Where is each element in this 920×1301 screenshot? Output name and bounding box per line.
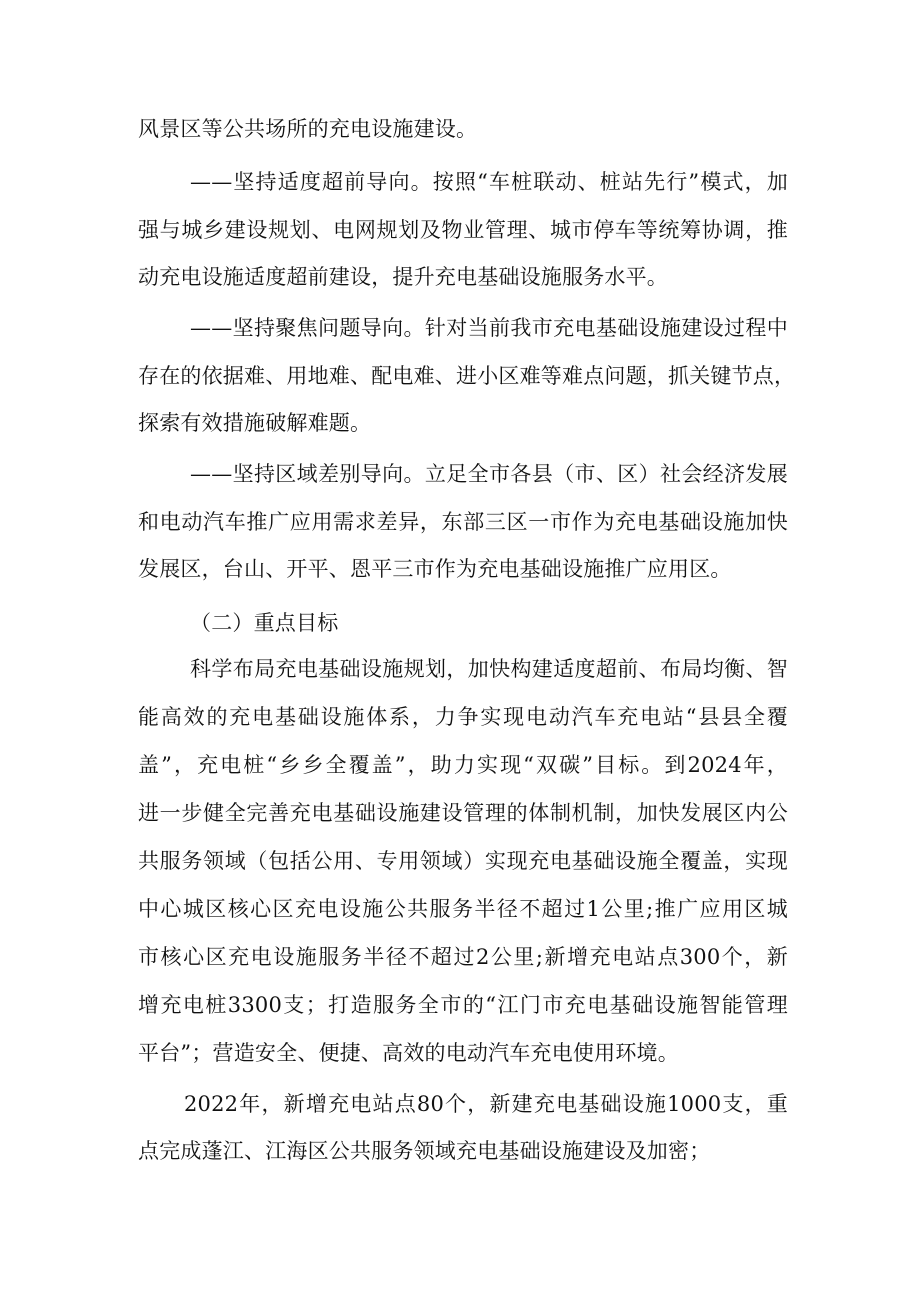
paragraph-line-21: 点完成蓬江、江海区公共服务领域充电基础设施建设及加密； <box>138 1139 711 1163</box>
paragraph-line-11: 科学布局充电基础设施规划，加快构建适度超前、布局均衡、智 <box>190 657 788 681</box>
paragraph-line-12: 能高效的充电基础设施体系，力争实现电动汽车充电站“县县全覆 <box>138 705 788 729</box>
paragraph-line-17: 市核心区充电设施服务半径不超过2公里;新增充电站点300个，新 <box>138 945 788 969</box>
paragraph-line-20: 2022年，新增充电站点80个，新建充电基础设施1000支，重 <box>184 1092 788 1116</box>
paragraph-line-6: 存在的依据难、用地难、配电难、进小区难等难点问题，抓关键节点， <box>138 364 796 388</box>
paragraph-line-2: ——坚持适度超前导向。按照“车桩联动、桩站先行”模式，加 <box>190 170 788 194</box>
paragraph-line-13: 盖”，充电桩“乡乡全覆盖”，助力实现“双碳”目标。到2024年， <box>138 753 788 777</box>
paragraph-line-18: 增充电桩3300支；打造服务全市的“江门市充电基础设施智能管理 <box>138 993 788 1017</box>
paragraph-line-9: 和电动汽车推广应用需求差异，东部三区一市作为充电基础设施加快 <box>138 510 788 534</box>
paragraph-line-7: 探索有效措施破解难题。 <box>138 411 372 435</box>
paragraph-line-10: 发展区，台山、开平、恩平三市作为充电基础设施推广应用区。 <box>138 557 732 581</box>
paragraph-line-16: 中心城区核心区充电设施公共服务半径不超过1公里;推广应用区城 <box>138 897 788 921</box>
section-heading: （二）重点目标 <box>190 611 339 635</box>
paragraph-line-5: ——坚持聚焦问题导向。针对当前我市充电基础设施建设过程中 <box>190 316 788 340</box>
paragraph-line-14: 进一步健全完善充电基础设施建设管理的体制机制，加快发展区内公 <box>138 801 788 825</box>
paragraph-line-1: 风景区等公共场所的充电设施建设。 <box>138 117 478 141</box>
paragraph-line-19: 平台”；营造安全、便捷、高效的电动汽车充电使用环境。 <box>138 1041 679 1065</box>
paragraph-line-4: 动充电设施适度超前建设，提升充电基础设施服务水平。 <box>138 265 668 289</box>
paragraph-line-15: 共服务领域（包括公用、专用领域）实现充电基础设施全覆盖，实现 <box>138 849 788 873</box>
paragraph-line-8: ——坚持区域差别导向。立足全市各县（市、区）社会经济发展 <box>190 462 788 486</box>
paragraph-line-3: 强与城乡建设规划、电网规划及物业管理、城市停车等统筹协调，推 <box>138 218 788 242</box>
